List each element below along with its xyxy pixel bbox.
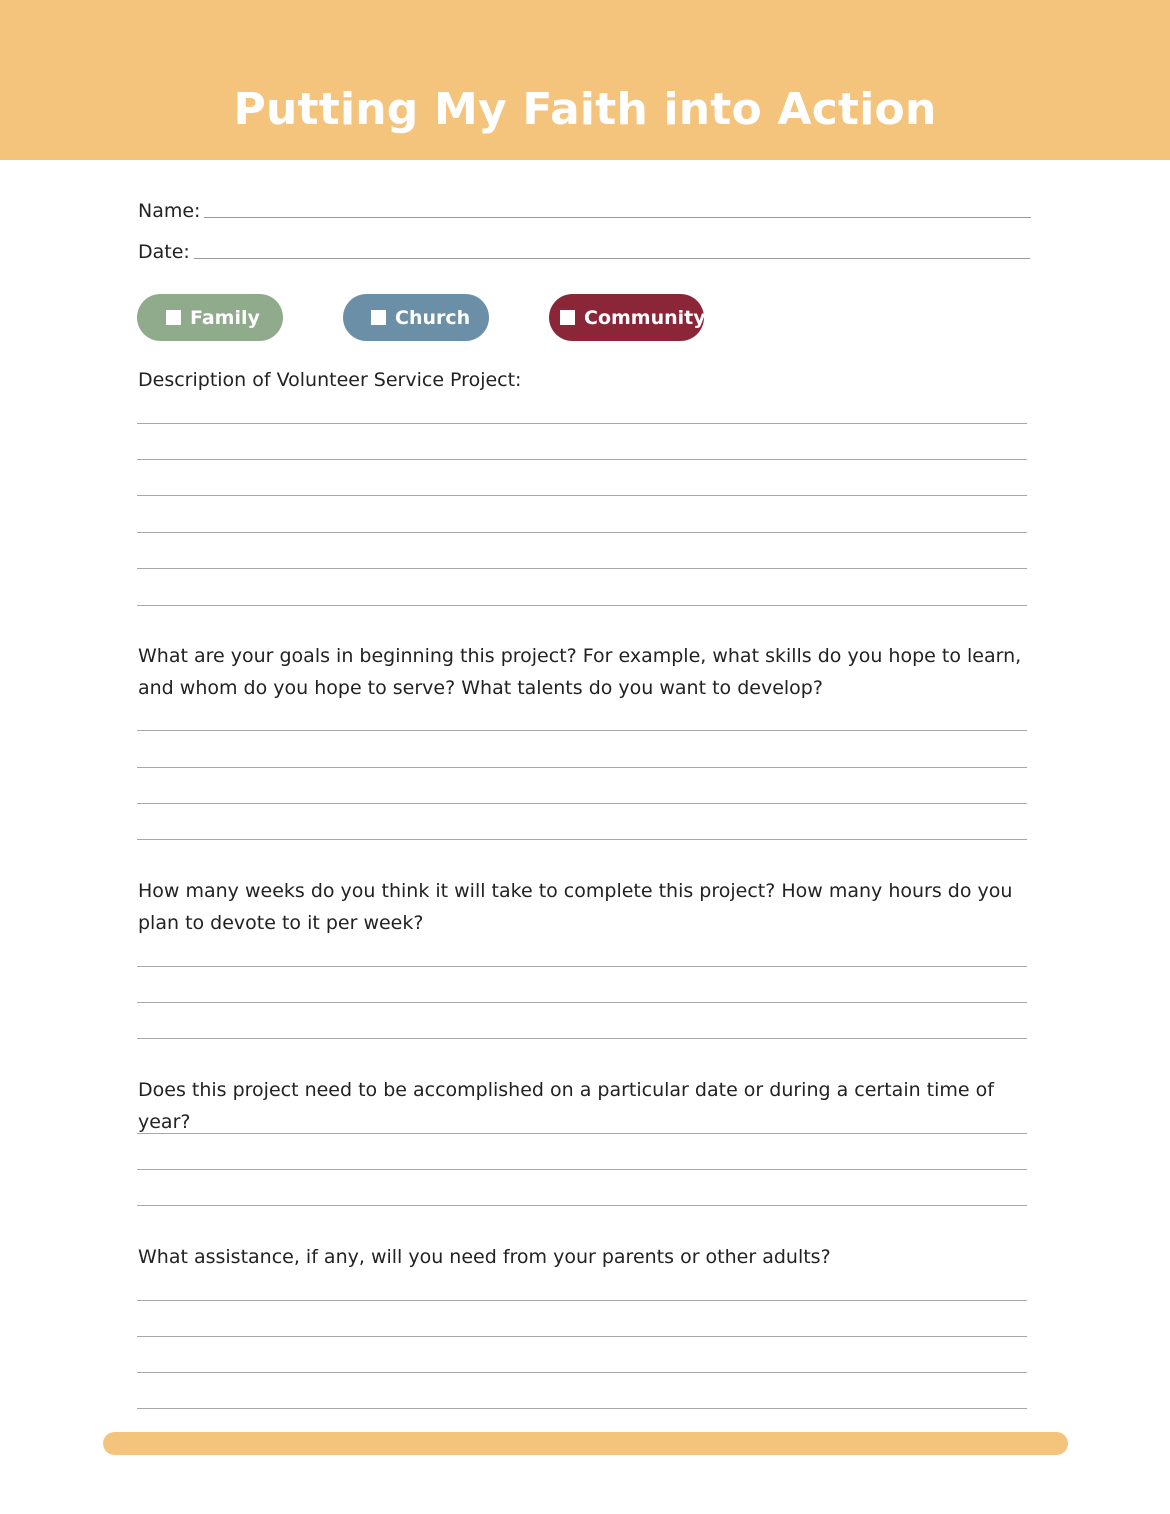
answer-line[interactable] xyxy=(137,966,1027,967)
answer-line[interactable] xyxy=(137,730,1027,731)
name-label: Name: xyxy=(138,200,201,222)
date-label: Date: xyxy=(138,241,190,263)
church-checkbox[interactable] xyxy=(371,310,386,325)
church-label: Church xyxy=(395,306,471,329)
name-field[interactable] xyxy=(138,195,1031,223)
answer-line[interactable] xyxy=(137,495,1027,496)
answer-line[interactable] xyxy=(137,1133,1027,1134)
footer-bar xyxy=(103,1432,1068,1455)
answer-line[interactable] xyxy=(137,767,1027,768)
answer-line[interactable] xyxy=(137,839,1027,840)
answer-line[interactable] xyxy=(137,1169,1027,1170)
answer-line[interactable] xyxy=(137,568,1027,569)
question-goals: What are your goals in beginning this project? For example, what skills do you hope to learn, and whom do you hope to serve? What talents do you want to develop? xyxy=(138,645,1022,699)
answer-line[interactable] xyxy=(137,803,1027,804)
answer-line[interactable] xyxy=(137,1205,1027,1206)
date-input-line[interactable] xyxy=(194,258,1030,259)
answer-line[interactable] xyxy=(137,459,1027,460)
question-timing: Does this project need to be accomplished on a particular date or during a certain time of year? xyxy=(138,1079,994,1133)
category-community-option[interactable] xyxy=(549,294,704,341)
community-checkbox[interactable] xyxy=(560,310,575,325)
answer-line[interactable] xyxy=(137,605,1027,606)
community-label: Community xyxy=(584,306,706,329)
page-title: Putting My Faith into Action xyxy=(233,84,937,135)
answer-line[interactable] xyxy=(137,423,1027,424)
family-label: Family xyxy=(190,306,260,329)
answer-line[interactable] xyxy=(137,1336,1027,1337)
answer-line[interactable] xyxy=(137,532,1027,533)
answer-line[interactable] xyxy=(137,1372,1027,1373)
date-field[interactable] xyxy=(138,236,1030,264)
answer-line[interactable] xyxy=(137,1300,1027,1301)
question-assistance: What assistance, if any, will you need from your parents or other adults? xyxy=(138,1246,831,1268)
answer-line[interactable] xyxy=(137,1408,1027,1409)
answer-line[interactable] xyxy=(137,1038,1027,1039)
question-description: Description of Volunteer Service Project: xyxy=(138,369,522,391)
answer-line[interactable] xyxy=(137,1002,1027,1003)
question-time-commitment: How many weeks do you think it will take to complete this project? How many hours do you plan to devote to it per week? xyxy=(138,880,1013,934)
category-church-option[interactable] xyxy=(343,294,489,341)
name-input-line[interactable] xyxy=(204,217,1031,218)
family-checkbox[interactable] xyxy=(166,310,181,325)
category-family-option[interactable] xyxy=(137,294,283,341)
